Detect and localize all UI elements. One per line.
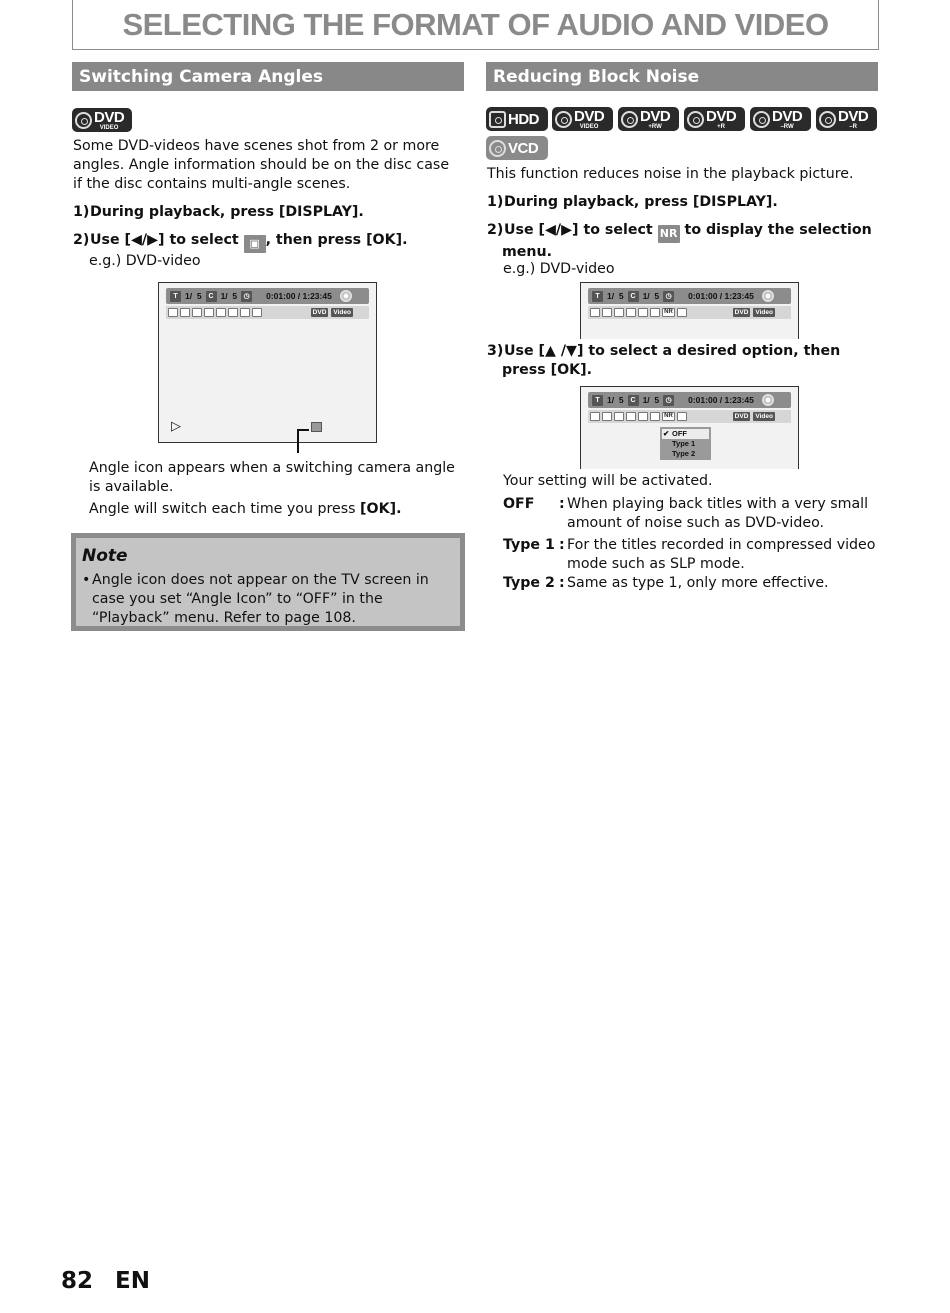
title-icon: T <box>170 291 181 302</box>
step-text: Use [◀/▶] to select <box>504 222 658 238</box>
nr-option-type1[interactable]: Type 1 <box>672 439 696 448</box>
clock-icon: ◷ <box>663 395 674 406</box>
title-total: 5 <box>618 291 624 301</box>
nr-icon: NR <box>662 308 675 317</box>
repeat-icon <box>638 412 648 421</box>
status-bar <box>588 288 791 304</box>
def-term: OFF <box>503 496 535 512</box>
activated-text: Your setting will be activated. <box>503 473 713 489</box>
video-tag: Video <box>333 309 351 316</box>
status-bar <box>588 392 791 408</box>
video-tag: Video <box>755 309 773 316</box>
def-desc: Same as type 1, only more effective. <box>567 575 829 591</box>
disc-icon <box>761 289 775 303</box>
intro-text: Some DVD-videos have scenes shot from 2 or more angles. Angle information should be on the disc case if the disc contains multi-angle scenes. <box>73 138 450 192</box>
audio-icon <box>602 412 612 421</box>
step-text: Use [▲ /▼] to select a desired option, then press [OK]. <box>502 343 841 378</box>
audio-icon <box>180 308 190 317</box>
section-heading-camera-angles <box>72 62 464 91</box>
page-title-box <box>72 0 879 50</box>
repeat-icon <box>638 308 648 317</box>
caption-text: Angle will switch each time you press <box>89 501 361 517</box>
step-text: Use [◀/▶] to select <box>90 232 244 248</box>
callout-line-v <box>297 429 299 453</box>
title-value: 1/ <box>607 291 615 301</box>
badge-sub: –R <box>849 123 857 130</box>
intro-text: This function reduces noise in the playback picture. <box>487 166 854 182</box>
chapter-total: 5 <box>232 291 238 301</box>
dvd-tag: DVD <box>312 309 327 316</box>
badge-sub: VIDEO <box>99 124 119 131</box>
function-bar <box>166 306 369 319</box>
language-label: EN <box>115 1268 150 1294</box>
def-desc: For the titles recorded in compressed video mode such as SLP mode. <box>567 537 876 572</box>
disc-icon <box>753 111 770 128</box>
setup-icon <box>252 308 262 317</box>
title-total: 5 <box>196 291 202 301</box>
disc-icon <box>555 111 572 128</box>
setup-icon <box>677 308 687 317</box>
callout-line-h <box>297 429 309 431</box>
title-total: 5 <box>618 395 624 405</box>
search-icon <box>590 412 600 421</box>
def-colon: : <box>559 537 565 553</box>
disc-icon <box>621 111 638 128</box>
page-number: 82 <box>61 1268 94 1294</box>
step-3 <box>487 342 877 380</box>
video-tag: Video <box>755 413 773 420</box>
angle-indicator-icon <box>311 422 322 432</box>
title-value: 1/ <box>607 395 615 405</box>
subtitle-icon <box>192 308 202 317</box>
dvd-tag: DVD <box>734 309 749 316</box>
angle-switch-caption <box>89 500 459 519</box>
note-text: Angle icon does not appear on the TV screen in case you set “Angle Icon” to “OFF” in the “Playback” menu. Refer to page 108. <box>92 572 429 626</box>
time-display: 0:01:00 / 1:23:45 <box>266 291 332 301</box>
surround-icon <box>240 308 250 317</box>
chapter-value: 1/ <box>642 395 650 405</box>
angle-icon <box>626 412 636 421</box>
check-icon: ✔ <box>663 429 670 438</box>
note-bullet: • <box>82 572 91 588</box>
chapter-total: 5 <box>654 395 660 405</box>
chapter-total: 5 <box>654 291 660 301</box>
badge-sub: VIDEO <box>579 123 599 130</box>
def-term: Type 2 <box>503 575 555 591</box>
step-text: During playback, press [DISPLAY]. <box>504 194 778 210</box>
vcd-badge <box>486 136 548 160</box>
def-term: Type 1 <box>503 537 555 553</box>
clock-icon: ◷ <box>663 291 674 302</box>
camera-angle-icon: ▣ <box>244 235 266 253</box>
chapter-icon: C <box>206 291 217 302</box>
page-footer <box>61 1268 150 1294</box>
badge-sub: +R <box>717 123 725 130</box>
step-number: 1) <box>73 204 90 220</box>
subtitle-icon <box>614 308 624 317</box>
step-text: During playback, press [DISPLAY]. <box>90 204 364 220</box>
setup-icon <box>677 412 687 421</box>
section-heading-text: Reducing Block Noise <box>493 66 700 87</box>
def-desc: When playing back titles with a very small amount of noise such as DVD-video. <box>567 496 869 531</box>
page-title: SELECTING THE FORMAT OF AUDIO AND VIDEO <box>122 6 829 42</box>
title-icon: T <box>592 395 603 406</box>
tv-screen-nr-menu <box>580 386 799 469</box>
dvd-video-badge <box>552 107 613 131</box>
tv-screen-angle <box>158 282 377 443</box>
badge-main: DVD <box>94 108 125 126</box>
angle-icon <box>204 308 214 317</box>
section-heading-text: Switching Camera Angles <box>79 66 323 87</box>
badge-sub: –RW <box>780 123 794 130</box>
nr-option-menu <box>660 427 711 460</box>
note-inner <box>76 538 460 626</box>
disc-icon <box>761 393 775 407</box>
nr-option-off[interactable] <box>662 429 709 439</box>
step-number: 2) <box>487 222 504 238</box>
example-label: e.g.) DVD-video <box>503 261 615 277</box>
badge-main: DVD <box>706 107 737 125</box>
note-box <box>71 533 465 631</box>
subtitle-icon <box>614 412 624 421</box>
step-1 <box>73 203 463 222</box>
title-icon: T <box>592 291 603 302</box>
step-2 <box>487 221 877 262</box>
title-value: 1/ <box>185 291 193 301</box>
step-2 <box>73 231 463 253</box>
def-colon: : <box>559 496 565 512</box>
badge-main: HDD <box>508 110 539 128</box>
play-icon: ▷ <box>171 419 181 434</box>
chapter-icon: C <box>628 291 639 302</box>
hdd-icon <box>489 111 506 128</box>
dvd-minus-r-badge <box>816 107 877 131</box>
repeat-icon <box>216 308 226 317</box>
section-heading-block-noise <box>486 62 878 91</box>
clock-icon: ◷ <box>241 291 252 302</box>
def-colon: : <box>559 575 565 591</box>
chapter-value: 1/ <box>642 291 650 301</box>
caption-ok: [OK]. <box>360 501 402 517</box>
disc-icon <box>75 112 92 129</box>
angle-icon <box>626 308 636 317</box>
example-label: e.g.) DVD-video <box>89 253 201 269</box>
nr-icon: NR <box>658 225 680 243</box>
badge-main: DVD <box>640 107 671 125</box>
badge-main: DVD <box>838 107 869 125</box>
chapter-value: 1/ <box>220 291 228 301</box>
dvd-plus-rw-badge <box>618 107 679 131</box>
disc-icon <box>687 111 704 128</box>
step-number: 2) <box>73 232 90 248</box>
dvd-minus-rw-badge <box>750 107 811 131</box>
note-title: Note <box>82 546 128 566</box>
nr-option-type2[interactable]: Type 2 <box>672 449 696 458</box>
time-display: 0:01:00 / 1:23:45 <box>688 291 754 301</box>
option-label: OFF <box>672 429 687 438</box>
disc-icon <box>819 111 836 128</box>
audio-icon <box>602 308 612 317</box>
dvd-plus-r-badge <box>684 107 745 131</box>
time-display: 0:01:00 / 1:23:45 <box>688 395 754 405</box>
disc-icon <box>339 289 353 303</box>
marker-icon <box>228 308 238 317</box>
dvd-tag: DVD <box>734 413 749 420</box>
surround-icon <box>650 412 660 421</box>
badge-main: DVD <box>772 107 803 125</box>
step-number: 1) <box>487 194 504 210</box>
function-bar <box>588 306 791 319</box>
function-bar <box>588 410 791 423</box>
surround-icon <box>650 308 660 317</box>
tv-screen-nr <box>580 282 799 339</box>
step-1 <box>487 193 877 212</box>
step-text-b: to display the selection menu. <box>502 222 872 260</box>
chapter-icon: C <box>628 395 639 406</box>
badge-main: VCD <box>508 139 539 157</box>
badge-sub: +RW <box>648 123 662 130</box>
angle-caption: Angle icon appears when a switching camera angle is available. <box>89 460 455 495</box>
disc-icon <box>489 140 506 157</box>
search-icon <box>590 308 600 317</box>
badge-main: DVD <box>574 107 605 125</box>
hdd-badge <box>486 107 548 131</box>
nr-icon: NR <box>662 412 675 421</box>
dvd-video-badge <box>72 108 132 132</box>
step-number: 3) <box>487 343 504 359</box>
status-bar <box>166 288 369 304</box>
step-text-b: , then press [OK]. <box>265 232 408 248</box>
search-icon <box>168 308 178 317</box>
